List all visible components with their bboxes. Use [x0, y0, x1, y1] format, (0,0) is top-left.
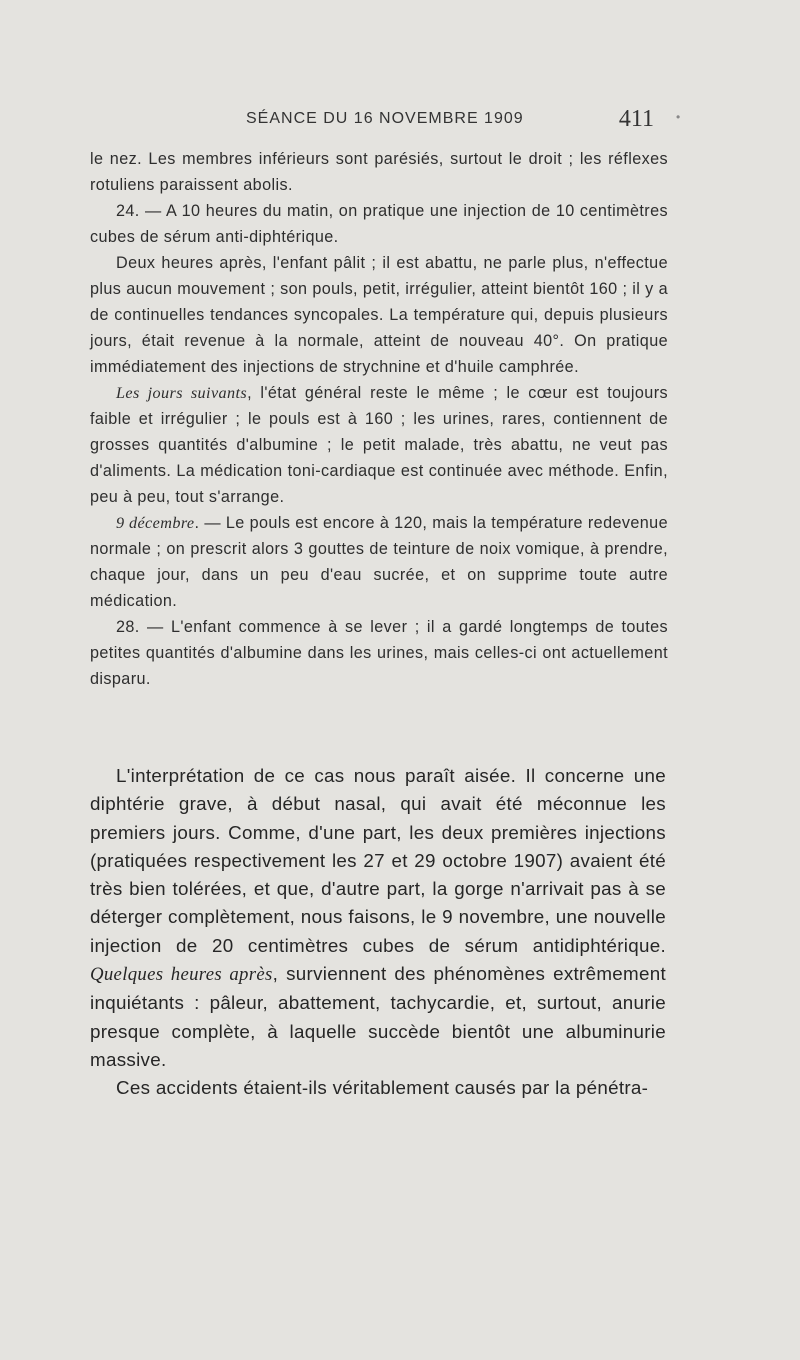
running-header: [90, 106, 662, 136]
note-paragraph: 28. — L'enfant commence à se lever ; il a gardé longtemps de toutes petites quantités d'albumine dans les urines, mais celles-ci ont actuellement disparu.: [90, 618, 668, 688]
header-title: SÉANCE DU 16 NOVEMBRE 1909: [246, 110, 524, 127]
discussion-paragraph: Ces accidents étaient-ils véritablement causés par la pénétra-: [116, 1077, 649, 1099]
italic-lead: Les jours suivants: [116, 384, 248, 402]
discussion-text: [90, 762, 666, 1103]
note-paragraph: le nez. Les membres inférieurs sont parésiés, surtout le droit ; les réflexes rotuliens paraissent abolis.: [90, 150, 668, 194]
case-notes: [90, 146, 668, 692]
note-paragraph: 24. — A 10 heures du matin, on pratique une injection de 10 centimètres cubes de sérum anti-diphtérique.: [90, 202, 668, 246]
italic-phrase: Quelques heures après: [90, 964, 273, 986]
italic-lead: 9 décembre: [116, 514, 195, 532]
note-paragraph: Deux heures après, l'enfant pâlit ; il est abattu, ne parle plus, n'effectue plus aucun mouvement ; son pouls, petit, irrégulier, atteint bientôt 160 ; il y a de continuelles tendances syncopales. La température qui, depuis plusieurs jours, était revenue à la normale, atteint de nouveau 40°. On pratique immédiatement des injections de strychnine et d'huile camphrée.: [90, 254, 668, 376]
page-number: 411: [618, 106, 654, 132]
discussion-paragraph: L'interprétation de ce cas nous paraît aisée. Il concerne une diphtérie grave, à début nasal, qui avait été méconnue les premiers jours. Comme, d'une part, les deux premières injections (pratiquées respectivement les 27 et 29 octobre 1907) avaient été très bien tolérées, et que, d'autre part, la gorge n'arrivait pas à se déterger complètement, nous faisons, le 9 novembre, une nouvelle injection de 20 centimètres cubes de sérum antidiphtérique. Quelques heures après, surviennent des phénomènes extrêmement inquiétants : pâleur, abattement, tachycardie, et, surtout, anurie presque complète, à laquelle succède bientôt une albuminurie massive.: [90, 765, 667, 1070]
note-paragraph: Les jours suivants, l'état général reste le même ; le cœur est toujours faible et irrégulier ; le pouls est à 160 ; les urines, rares, contiennent de grosses quantités d'albumine ; le petit malade, très abattu, ne veut pas d'aliments. La médication toni-cardiaque est continuée avec méthode. Enfin, peu à peu, tout s'arrange.: [90, 384, 668, 506]
note-paragraph: 9 décembre. — Le pouls est encore à 120, mais la température redevenue normale ; on prescrit alors 3 gouttes de teinture de noix vomique, à prendre, chaque jour, dans un peu d'eau sucrée, et on supprime toute autre médication.: [90, 514, 668, 610]
margin-mark: •: [676, 110, 681, 124]
